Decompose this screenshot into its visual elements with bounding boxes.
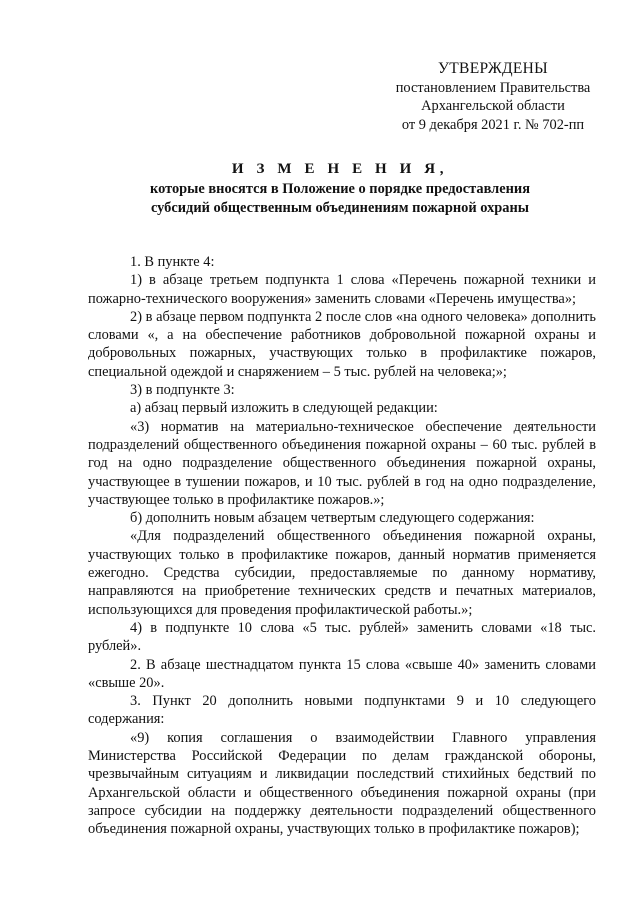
body-paragraph: «3) норматив на материально-техническое обеспечение деятельности подразделений общественного объединения пожарной охраны – 60 тыс. рублей в год на одно подразделение общественного объединения пожарной охраны, участвующее в тушении пожаров, и 10 тыс. рублей в год на одно подразделение, участвующее только в профилактике пожаров.»;	[88, 418, 596, 508]
body-paragraph: 3) в подпункте 3:	[130, 382, 235, 399]
document-title-block	[90, 160, 590, 217]
body-paragraph: «Для подразделений общественного объединения пожарной охраны, участвующих только в профилактике пожаров, данный норматив применяется ежегодно. Средства субсидии, предоставляемые по данному нормативу, направляются на приобретение технических средств и печатных материалов, использующихся для проведения профилактической работы.»;	[88, 528, 596, 618]
document-title: И З М Е Н Е Н И Я,	[231, 161, 449, 177]
document-body	[88, 253, 596, 839]
body-paragraph: 1. В пункте 4:	[130, 254, 215, 270]
body-paragraph: 3. Пункт 20 дополнить новыми подпунктами 9 и 10 следующего содержания:	[88, 693, 596, 728]
approval-line: от 9 декабря 2021 г. № 702-пп	[401, 116, 585, 133]
body-paragraph: а) абзац первый изложить в следующей редакции:	[130, 400, 438, 417]
approval-heading: УТВЕРЖДЕНЫ	[438, 60, 548, 77]
body-paragraph: б) дополнить новым абзацем четвертым следующего содержания:	[130, 510, 535, 527]
approval-line: постановлением Правительства	[395, 79, 591, 96]
body-paragraph: 2) в абзаце первом подпункта 2 после слов «на одного человека» дополнить словами «, а на обеспечение работников добровольной пожарной охраны и добровольных пожарных, участвующих только в профилактике пожаров, специальной одеждой и снаряжением – 5 тыс. рублей на человека;»;	[88, 308, 596, 380]
body-paragraph: 1) в абзаце третьем подпункта 1 слова «Перечень пожарной техники и пожарно-технического вооружения» заменить словами «Перечень имущества»;	[88, 272, 596, 307]
document-subtitle-line: субсидий общественным объединениям пожарной охраны	[150, 199, 529, 216]
document-subtitle-line: которые вносятся в Положение о порядке предоставления	[149, 181, 530, 198]
body-paragraph: 4) в подпункте 10 слова «5 тыс. рублей» заменить словами «18 тыс. рублей».	[88, 619, 596, 655]
approval-line: Архангельской области	[421, 98, 565, 114]
approval-stamp-block	[383, 60, 603, 134]
body-paragraph: «9) копия соглашения о взаимодействии Главного управления Министерства Российской Федерации по делам гражданской обороны, чрезвычайным ситуациям и ликвидации последствий стихийных бедствий по Архангельской области и общественного объединения пожарной охраны (при запросе субсидии на поддержку деятельности подразделений общественного объединения пожарной охраны, участвующих только в профилактике пожаров);	[88, 729, 596, 838]
body-paragraph: 2. В абзаце шестнадцатом пункта 15 слова «свыше 40» заменить словами «свыше 20».	[88, 656, 596, 691]
